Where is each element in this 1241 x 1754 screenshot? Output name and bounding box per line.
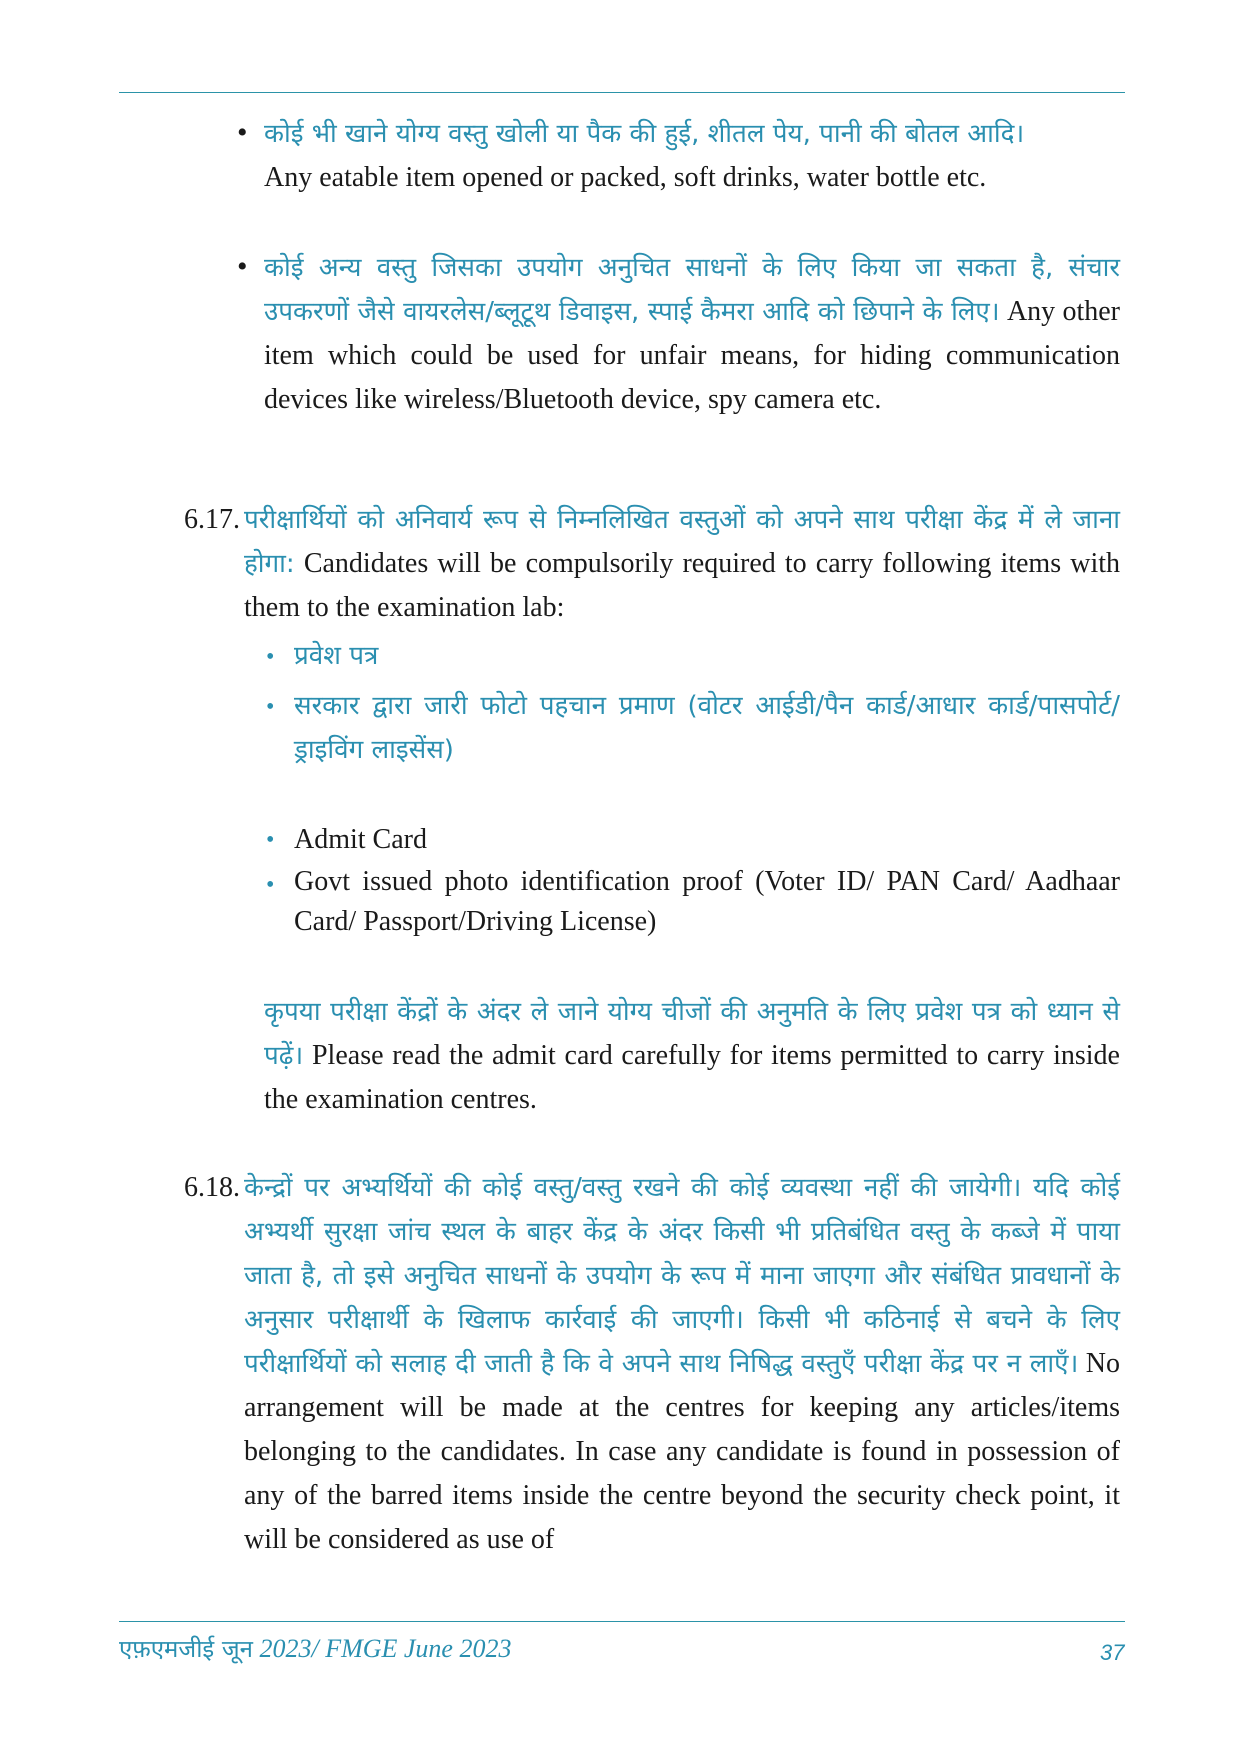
bullet-dot: • [266,694,275,720]
bullet-item [264,112,1120,200]
section-number: 6.17. [184,504,240,535]
list-item [294,684,1120,772]
section-617-english: Candidates will be compulsorily required to carry following items with them to the examination lab: [244,548,1121,623]
bullet-dot: • [266,644,275,670]
section-618-text [244,1166,1120,1562]
footer-english: 2023/ FMGE June 2023 [259,1634,512,1663]
note-hindi: कृपया परीक्षा केंद्रों के अंदर ले जाने योग्य चीजों की अनुमति के लिए प्रवेश पत्र को ध्यान से पढ़ें। [264,997,1120,1071]
bullet-dot: • [237,116,248,149]
section-number: 6.18. [184,1172,240,1203]
admit-card-note [264,990,1120,1122]
note-english: Please read the admit card carefully for items permitted to carry inside the examination centres. [264,1040,1120,1115]
section-617-hindi: परीक्षार्थियों को अनिवार्य रूप से निम्नलिखित वस्तुओं को अपने साथ परीक्षा केंद्र में ले जाना होगा: [244,505,1120,579]
footer-hindi: एफ़एमजीई जून [119,1635,253,1663]
bullet-text-english: Any eatable item opened or packed, soft drinks, water bottle etc. [264,162,987,193]
bullet-item [264,246,1120,422]
list-item [294,862,1120,942]
page-number: 37 [1100,1640,1125,1665]
item-admit-card-english: Admit Card [294,824,427,855]
bullet-dot: • [266,872,275,898]
bullet-dot: • [237,250,248,283]
section-618-english: No arrangement will be made at the centres for keeping any articles/items belonging to the candidates. In case any candidate is found in possession of any of the barred items inside the centre beyond the security check point, it will be considered as use of [244,1348,1120,1555]
bullet-text-hindi: कोई अन्य वस्तु जिसका उपयोग अनुचित साधनों के लिए किया जा सकता है, संचार उपकरणों जैसे वायरलेस/ब्लूटूथ डिवाइस, स्पाई कैमरा आदि को छिपाने के लिए। [264,253,1120,327]
section-618-hindi: केन्द्रों पर अभ्यर्थियों की कोई वस्तु/वस्तु रखने की कोई व्यवस्था नहीं की जायेगी। यदि कोई अभ्यर्थी सुरक्षा जांच स्थल के बाहर केंद्र के अंदर किसी भी प्रतिबंधित वस्तु के कब्जे में पाया जाता है, तो इसे अनुचित साधनों के उपयोग के रूप में माना जाएगा और संबंधित प्रावधानों के अनुसार परीक्षार्थी के खिलाफ कार्रवाई की जाएगी। किसी भी कठिनाई से बचने के लिए परीक्षार्थियों को सलाह दी जाती है कि वे अपने साथ निषिद्ध वस्तुएँ परीक्षा केंद्र पर न लाएँ। [244,1173,1120,1379]
list-item [294,818,1120,862]
item-photo-id-english: Govt issued photo identification proof (Voter ID/ PAN Card/ Aadhaar Card/ Passport/Driving License) [294,866,1120,937]
footer-title [119,1632,511,1665]
bullet-text-english: Any other item which could be used for unfair means, for hiding communication devices like wireless/Bluetooth device, spy camera etc. [264,296,1120,415]
list-item [294,634,1120,678]
bullet-dot: • [266,827,275,853]
section-617-text [244,498,1120,630]
footer-rule [119,1621,1125,1622]
item-photo-id-hindi: सरकार द्वारा जारी फोटो पहचान प्रमाण (वोटर आईडी/पैन कार्ड/आधार कार्ड/पासपोर्ट/ड्राइविंग लाइसेंस) [294,691,1120,765]
bullet-text-hindi: कोई भी खाने योग्य वस्तु खोली या पैक की हुई, शीतल पेय, पानी की बोतल आदि। [264,119,1025,149]
item-admit-card-hindi: प्रवेश पत्र [294,641,379,671]
top-rule [119,92,1125,93]
